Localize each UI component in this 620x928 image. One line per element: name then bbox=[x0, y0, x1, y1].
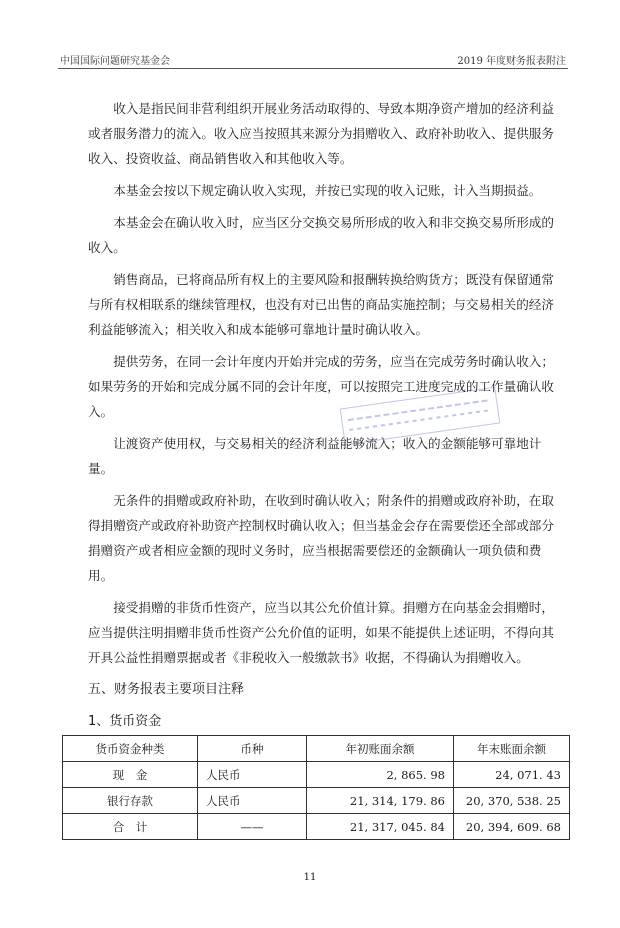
paragraph-non-monetary: 接受捐赠的非货币性资产，应当以其公允价值计算。捐赠方在向基金会捐赠时，应当提供注明捐赠非货币性资产公允价值的证明，如果不能提供上述证明，不得向其开具公益性捐赠票据或者《非税收入一般缴款书》收据，不得确认为捐赠收入。 bbox=[88, 600, 554, 665]
cell-type: 银行存款 bbox=[63, 788, 198, 814]
paragraph-exchange-distinction: 本基金会在确认收入时，应当区分交换交易所形成的收入和非交换交易所形成的收入。 bbox=[88, 215, 554, 255]
cell-currency: 人民币 bbox=[198, 788, 307, 814]
cash-table bbox=[62, 735, 570, 840]
section-heading: 五、财务报表主要项目注释 bbox=[88, 682, 245, 697]
header-doc-title: 2019 年度财务报表附注 bbox=[457, 56, 566, 67]
paragraph-sale-of-goods: 销售商品，已将商品所有权上的主要风险和报酬转换给购货方；既没有保留通常与所有权相联系的继续管理权，也没有对已出售的商品实施控制；与交易相关的经济利益能够流入；相关收入和成本能够可靠地计量时确认收入。 bbox=[88, 272, 554, 337]
cell-opening: 21, 314, 179. 86 bbox=[307, 788, 454, 814]
cell-opening: 2, 865. 98 bbox=[307, 762, 454, 788]
page-header bbox=[58, 52, 568, 69]
table-row-total bbox=[63, 814, 570, 840]
paragraph-services: 提供劳务，在同一会计年度内开始并完成的劳务，应当在完成劳务时确认收入；如果劳务的开始和完成分属不同的会计年度，可以按照完工进度完成的工作量确认收入。 bbox=[88, 354, 554, 419]
cell-closing: 20, 370, 538. 25 bbox=[454, 788, 570, 814]
paragraph-revenue-definition: 收入是指民间非营利组织开展业务活动取得的、导致本期净资产增加的经济利益或者服务潜力的流入。收入应当按照其来源分为捐赠收入、政府补助收入、提供服务收入、投资收益、商品销售收入和其他收入等。 bbox=[88, 101, 554, 166]
cell-currency: 人民币 bbox=[198, 762, 307, 788]
cell-currency: —— bbox=[198, 814, 307, 840]
table-row bbox=[63, 762, 570, 788]
paragraph-donations: 无条件的捐赠或政府补助，在收到时确认收入；附条件的捐赠或政府补助，在取得捐赠资产或政府补助资产控制权时确认收入；但当基金会存在需要偿还全部或部分捐赠资产或者相应金额的现时义务时，应当根据需要偿还的金额确认一项负债和费用。 bbox=[88, 493, 554, 583]
table-header-row bbox=[63, 736, 570, 762]
page-number: 11 bbox=[303, 872, 317, 883]
sub-heading: 1、货币资金 bbox=[88, 714, 162, 729]
col-header-type: 货币资金种类 bbox=[63, 736, 198, 762]
header-org: 中国国际问题研究基金会 bbox=[60, 56, 170, 67]
col-header-closing: 年末账面余额 bbox=[454, 736, 570, 762]
cell-type: 现 金 bbox=[63, 762, 198, 788]
cell-type: 合 计 bbox=[63, 814, 198, 840]
col-header-currency: 币种 bbox=[198, 736, 307, 762]
paragraph-asset-use: 让渡资产使用权，与交易相关的经济利益能够流入；收入的金额能够可靠地计量。 bbox=[88, 436, 542, 476]
col-header-opening: 年初账面余额 bbox=[307, 736, 454, 762]
paragraph-recognition-rule: 本基金会按以下规定确认收入实现，并按已实现的收入记账，计入当期损益。 bbox=[113, 183, 542, 198]
cell-opening: 21, 317, 045. 84 bbox=[307, 814, 454, 840]
notes-body bbox=[88, 96, 562, 741]
cell-closing: 20, 394, 609. 68 bbox=[454, 814, 570, 840]
cell-closing: 24, 071. 43 bbox=[454, 762, 570, 788]
table-row bbox=[63, 788, 570, 814]
